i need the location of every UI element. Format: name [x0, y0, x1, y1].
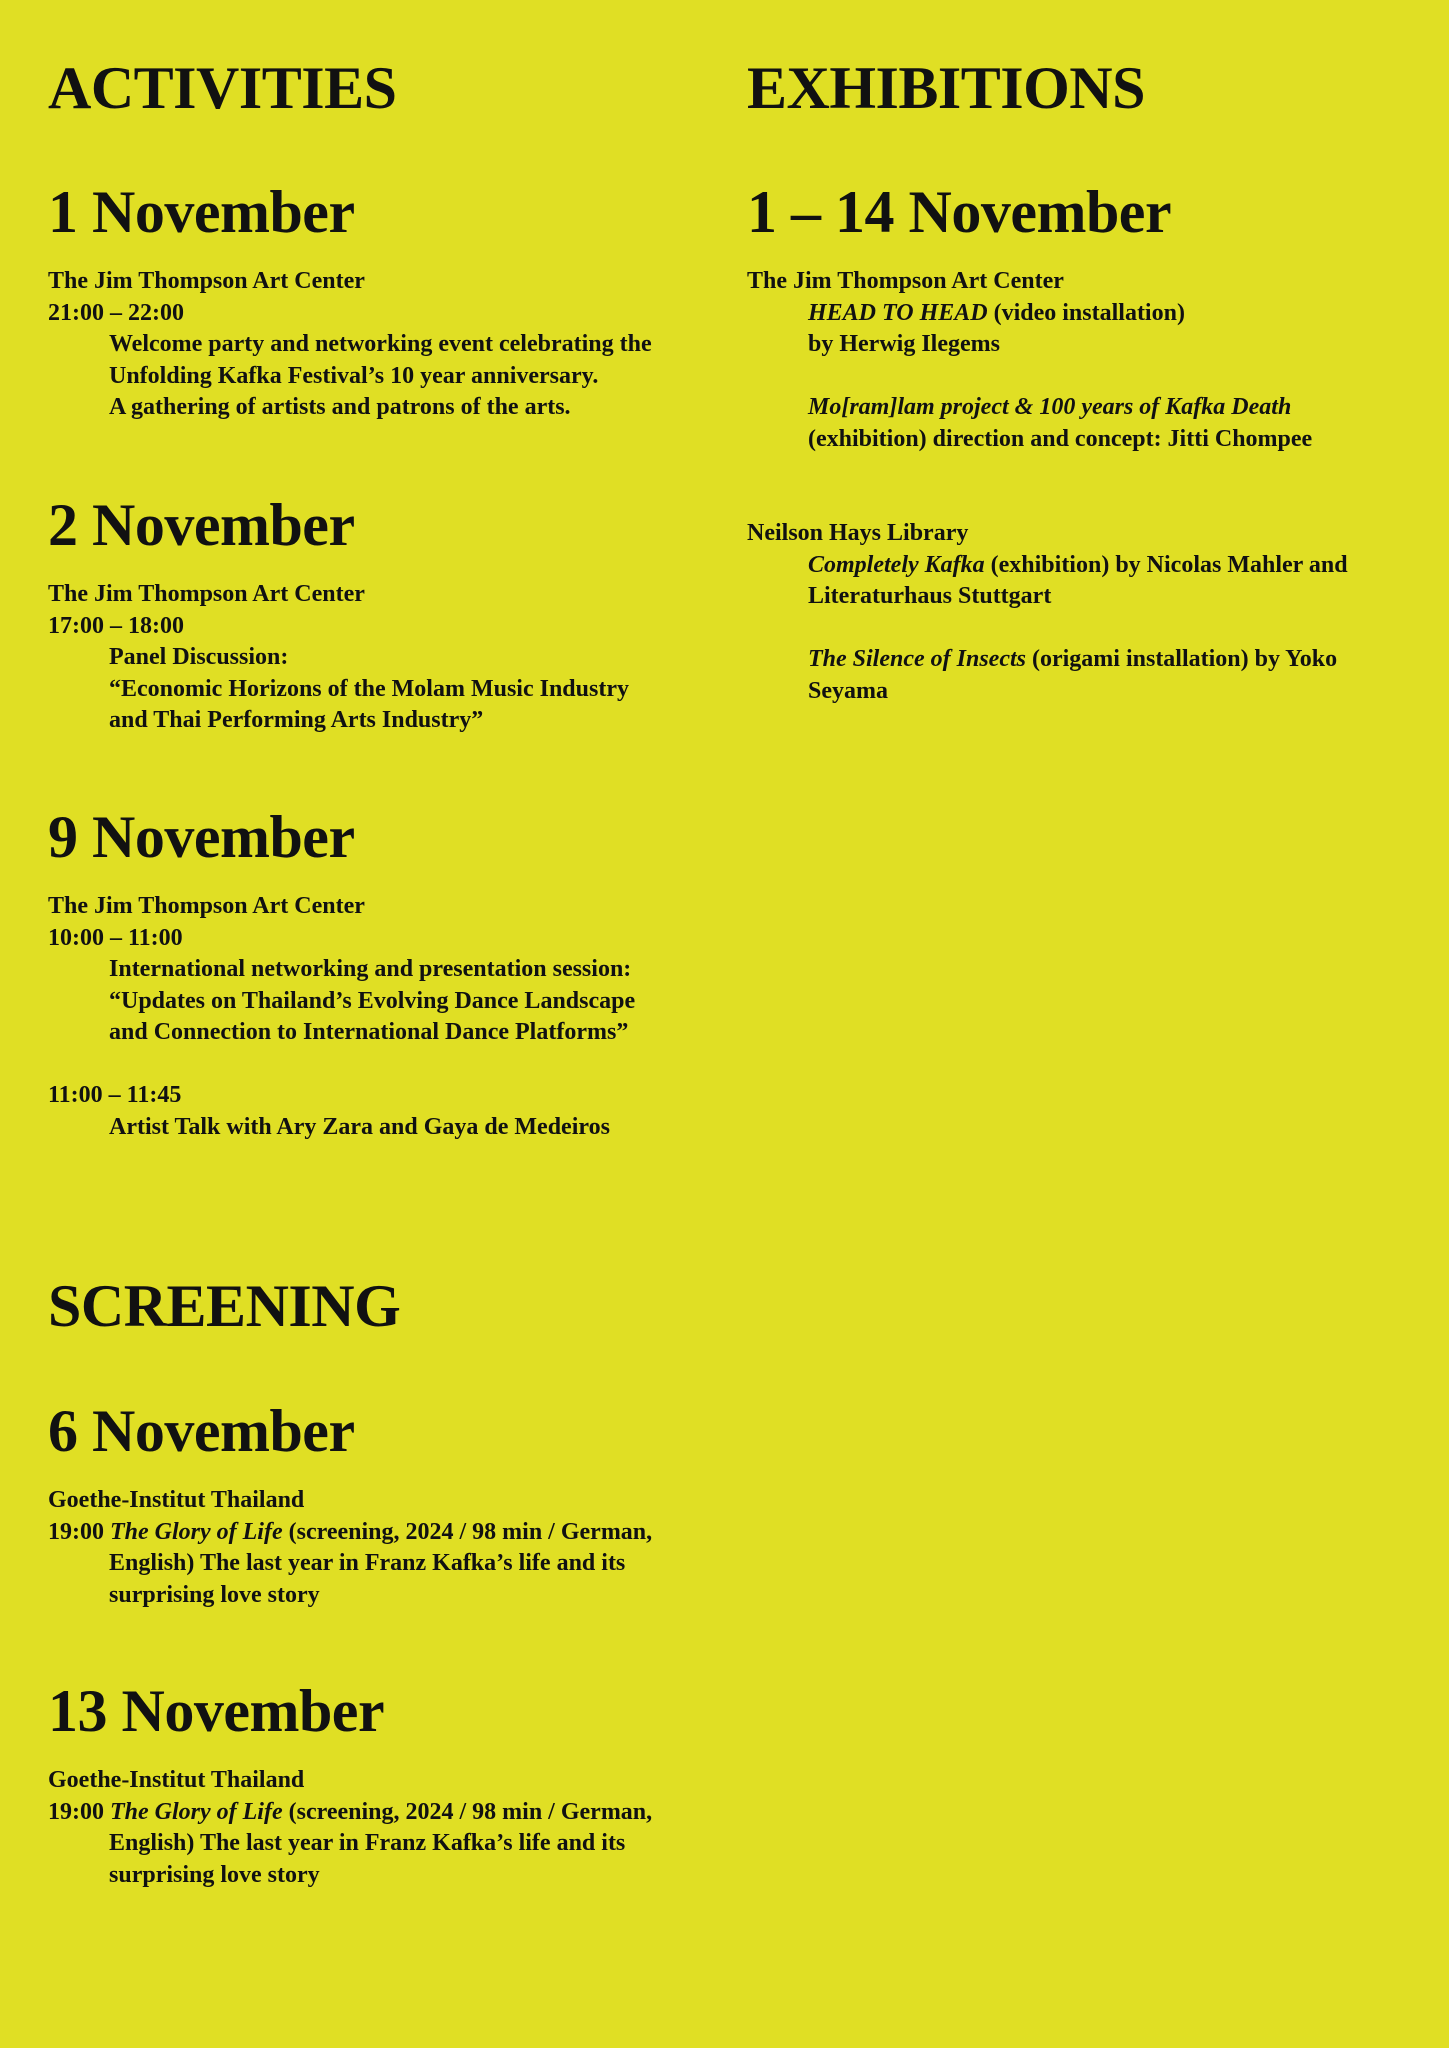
- activity-description-line: Artist Talk with Ary Zara and Gaya de Medeiros: [109, 1113, 610, 1140]
- exhibition-venue-1: [747, 266, 1312, 455]
- screening-description-line: surprising love story: [109, 1861, 320, 1888]
- exhibition-item-line: Seyama: [808, 677, 888, 704]
- exhibition-venue: The Jim Thompson Art Center: [747, 268, 1064, 294]
- screening-venue: Goethe-Institut Thailand: [48, 1767, 305, 1793]
- exhibition-item-line: [747, 392, 1312, 424]
- screening-2-details: [48, 1765, 652, 1891]
- activity-description-line: Unfolding Kafka Festival’s 10 year anniversary.: [109, 362, 599, 389]
- exhibition-info: (origami installation) by Yoko: [1025, 646, 1338, 672]
- screening-date: 13 November: [48, 1678, 385, 1744]
- spacer: [747, 613, 1348, 645]
- exhibition-item-line: (exhibition) direction and concept: Jitti Chompee: [808, 425, 1313, 452]
- activity-venue: The Jim Thompson Art Center: [48, 581, 365, 607]
- screening-line: [48, 1797, 652, 1829]
- exhibition-info: (exhibition) by Nicolas Mahler and: [984, 551, 1348, 578]
- activity-description-line: A gathering of artists and patrons of the arts.: [109, 394, 571, 420]
- activity-date: 2 November: [48, 492, 355, 558]
- activity-description-line: International networking and presentation session:: [109, 956, 632, 982]
- exhibition-item-line: [747, 644, 1348, 676]
- activity-venue: The Jim Thompson Art Center: [48, 268, 365, 294]
- activity-time: 11:00 – 11:45: [48, 1082, 182, 1108]
- activity-3: [48, 804, 355, 870]
- activity-3-details: [48, 891, 635, 1143]
- screening-1-details: [48, 1485, 652, 1611]
- activity-1: [48, 179, 355, 245]
- activities-heading: ACTIVITIES: [48, 55, 397, 121]
- activity-1-details: [48, 266, 652, 424]
- activity-2: [48, 492, 355, 558]
- exhibition-venue-2: [747, 518, 1348, 707]
- exhibition-title: The Silence of Insects: [808, 646, 1026, 672]
- exhibition-venue: Neilson Hays Library: [747, 520, 969, 546]
- film-title: The Glory of Life: [110, 1798, 283, 1825]
- exhibition-info: (video installation): [987, 299, 1185, 326]
- spacer: [48, 1049, 635, 1081]
- activity-venue: The Jim Thompson Art Center: [48, 893, 365, 919]
- screening-heading: SCREENING: [48, 1273, 401, 1339]
- screening-2: [48, 1678, 385, 1744]
- activity-description-line: Panel Discussion:: [109, 644, 289, 670]
- screening-date: 6 November: [48, 1398, 355, 1464]
- activity-time: 17:00 – 18:00: [48, 612, 184, 639]
- activity-2-details: [48, 579, 629, 737]
- exhibition-item-line: by Herwig Ilegems: [808, 331, 1000, 357]
- activity-description-line: “Economic Horizons of the Molam Music Industry: [109, 675, 629, 702]
- exhibition-title: Completely Kafka: [808, 551, 985, 578]
- activity-time: 21:00 – 22:00: [48, 299, 184, 326]
- exhibition-date-block: [747, 179, 1172, 245]
- exhibition-title: HEAD TO HEAD: [808, 299, 988, 326]
- exhibition-item-line: Literaturhaus Stuttgart: [808, 583, 1052, 609]
- screening-description-line: English) The last year in Franz Kafka’s life and its: [109, 1830, 626, 1856]
- spacer: [747, 361, 1312, 393]
- exhibition-title: Mo[ram]lam project & 100 years of Kafka Death: [808, 394, 1292, 420]
- activity-description-line: and Thai Performing Arts Industry”: [109, 707, 484, 733]
- screening-time: 19:00: [48, 1518, 104, 1545]
- activity-description-line: “Updates on Thailand’s Evolving Dance Landscape: [109, 987, 636, 1014]
- screening-info: (screening, 2024 / 98 min / German,: [282, 1798, 653, 1825]
- exhibition-item-line: [747, 298, 1312, 330]
- screening-1: [48, 1398, 355, 1464]
- activity-description-line: and Connection to International Dance Platforms”: [109, 1019, 629, 1045]
- exhibition-date: 1 – 14 November: [747, 179, 1172, 245]
- activity-date: 1 November: [48, 179, 355, 245]
- film-title: The Glory of Life: [110, 1518, 283, 1545]
- screening-venue: Goethe-Institut Thailand: [48, 1487, 305, 1513]
- activity-description-line: Welcome party and networking event celebrating the: [109, 331, 652, 357]
- activity-date: 9 November: [48, 804, 355, 870]
- exhibition-item-line: [747, 550, 1348, 582]
- exhibitions-heading: EXHIBITIONS: [747, 55, 1145, 121]
- activity-time: 10:00 – 11:00: [48, 924, 183, 951]
- screening-info: (screening, 2024 / 98 min / German,: [282, 1518, 653, 1545]
- screening-description-line: English) The last year in Franz Kafka’s life and its: [109, 1550, 626, 1576]
- screening-line: [48, 1517, 652, 1549]
- screening-description-line: surprising love story: [109, 1581, 320, 1608]
- screening-time: 19:00: [48, 1798, 104, 1825]
